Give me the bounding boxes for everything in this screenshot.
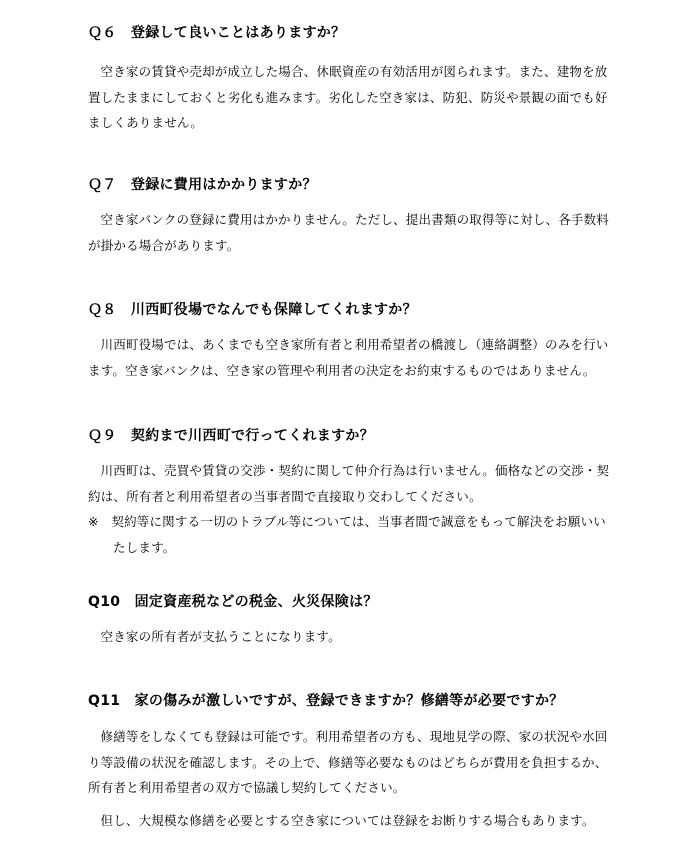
note-q9: ※ 契約等に関する一切のトラブル等については、当事者間で誠意をもって解決をお願いいたします。	[88, 514, 606, 555]
question-heading-q7: Ｑ７ 登録に費用はかかりますか？	[88, 177, 317, 193]
answer-paragraph-q9: 川西町は、売買や賃貸の交渉・契約に関して仲介行為は行いません。価格などの交渉・契約は、所有者と利用希望者の当事者間で直接取り交わしてください。	[88, 463, 610, 504]
question-heading-q10: Q10 固定資産税などの税金、火災保険は？	[88, 594, 378, 610]
answer-paragraph-q11-2: 但し、大規模な修繕を必要とする空き家については登録をお断りする場合もあります。	[100, 813, 595, 828]
answer-paragraph-q10: 空き家の所有者が支払うことになります。	[100, 629, 341, 644]
answer-paragraph-q11-1: 修繕等をしなくても登録は可能です。利用希望者の方も、現地見学の際、家の状況や水回り等設備の状況を確認します。その上で、修繕等必要なものはどちらが費用を負担するか、所有者と利用希望者の双方で協議し契約してください。	[88, 729, 608, 795]
question-heading-q9: Ｑ９ 契約まで川西町で行ってくれますか？	[88, 428, 374, 444]
question-heading-q8: Ｑ８ 川西町役場でなんでも保障してくれますか？	[88, 302, 417, 318]
answer-paragraph-q6: 空き家の賃貸や売却が成立した場合、休眠資産の有効活用が図られます。また、建物を放置したままにしておくと劣化も進みます。劣化した空き家は、防犯、防災や景観の面でも好ましくありません。	[88, 64, 608, 130]
answer-paragraph-q7: 空き家バンクの登録に費用はかかりません。ただし、提出書類の取得等に対し、各手数料が掛かる場合があります。	[88, 212, 610, 253]
question-heading-q6: Ｑ６ 登録して良いことはありますか？	[88, 25, 346, 41]
question-heading-q11: Q11 家の傷みが激しいですが、登録できますか？修繕等が必要ですか？	[88, 693, 564, 709]
answer-paragraph-q8: 川西町役場では、あくまでも空き家所有者と利用希望者の橋渡し（連絡調整）のみを行います。空き家バンクは、空き家の管理や利用者の決定をお約束するものではありません。	[88, 337, 609, 378]
